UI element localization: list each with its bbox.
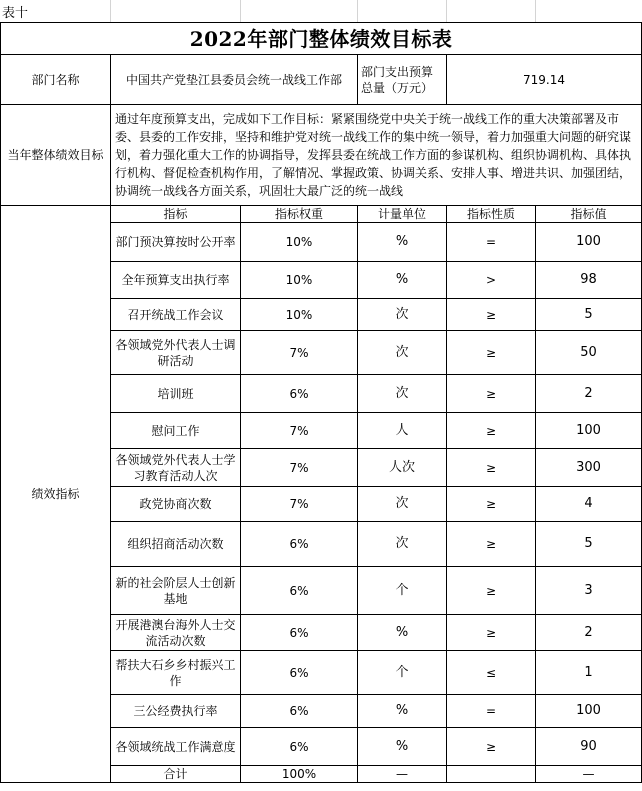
indicator-value: 5 bbox=[536, 522, 642, 567]
indicator-weight: 6% bbox=[241, 651, 358, 695]
header-unit: 计量单位 bbox=[358, 206, 447, 223]
indicator-nature: = bbox=[447, 223, 536, 262]
total-nature bbox=[447, 766, 536, 783]
indicator-value: 98 bbox=[536, 262, 642, 299]
total-unit: — bbox=[358, 766, 447, 783]
indicator-nature: ≥ bbox=[447, 522, 536, 567]
performance-table bbox=[0, 22, 642, 783]
indicator-weight: 6% bbox=[241, 695, 358, 728]
indicator-unit: 个 bbox=[358, 651, 447, 695]
goal-text: 通过年度预算支出，完成如下工作目标：紧紧围绕党中央关于统一战线工作的重大决策部署及市委、县委的工作安排，坚持和维护党对统一战线工作的集中统一领导，着力加强重大问题的研究谋划，着力强化重大工作的协调指导，发挥县委在统战工作方面的参谋机构、组织协调机构、具体执行机构、督促检查机构作用，了解情况、掌握政策、协调关系、安排人事、增进共识、加强团结，协调统一战线各方面关系，巩固壮大最广泛的统一战线 bbox=[111, 105, 642, 206]
indicator-name: 培训班 bbox=[111, 375, 241, 413]
indicator-weight: 6% bbox=[241, 522, 358, 567]
indicator-unit: % bbox=[358, 223, 447, 262]
indicator-nature: ≥ bbox=[447, 487, 536, 522]
indicator-weight: 6% bbox=[241, 567, 358, 615]
indicator-value: 300 bbox=[536, 449, 642, 487]
indicator-nature: ≤ bbox=[447, 651, 536, 695]
indicator-nature: ≥ bbox=[447, 449, 536, 487]
gridline bbox=[446, 0, 447, 22]
indicator-nature: ≥ bbox=[447, 331, 536, 375]
indicator-value: 1 bbox=[536, 651, 642, 695]
indicator-weight: 10% bbox=[241, 223, 358, 262]
indicator-value: 2 bbox=[536, 615, 642, 651]
header-nature: 指标性质 bbox=[447, 206, 536, 223]
indicator-nature: ≥ bbox=[447, 375, 536, 413]
indicator-weight: 7% bbox=[241, 413, 358, 449]
indicator-unit: 次 bbox=[358, 375, 447, 413]
indicator-nature: ≥ bbox=[447, 567, 536, 615]
dept-name-value: 中国共产党垫江县委员会统一战线工作部 bbox=[111, 55, 358, 105]
indicator-name: 组织招商活动次数 bbox=[111, 522, 241, 567]
indicator-unit: 个 bbox=[358, 567, 447, 615]
indicator-weight: 6% bbox=[241, 728, 358, 766]
indicator-value: 90 bbox=[536, 728, 642, 766]
indicator-weight: 6% bbox=[241, 375, 358, 413]
indicator-unit: % bbox=[358, 728, 447, 766]
indicator-unit: 次 bbox=[358, 487, 447, 522]
indicator-name: 部门预决算按时公开率 bbox=[111, 223, 241, 262]
indicator-name: 政党协商次数 bbox=[111, 487, 241, 522]
indicator-name: 开展港澳台海外人士交流活动次数 bbox=[111, 615, 241, 651]
indicator-nature: > bbox=[447, 262, 536, 299]
indicator-nature: ≥ bbox=[447, 728, 536, 766]
indicator-name: 全年预算支出执行率 bbox=[111, 262, 241, 299]
indicator-nature: = bbox=[447, 695, 536, 728]
indicator-weight: 7% bbox=[241, 487, 358, 522]
indicator-value: 4 bbox=[536, 487, 642, 522]
total-weight: 100% bbox=[241, 766, 358, 783]
indicator-unit: % bbox=[358, 695, 447, 728]
indicator-weight: 7% bbox=[241, 331, 358, 375]
gridline bbox=[110, 0, 111, 22]
gridline bbox=[240, 0, 241, 22]
indicator-weight: 7% bbox=[241, 449, 358, 487]
indicator-value: 100 bbox=[536, 695, 642, 728]
indicator-unit: 次 bbox=[358, 299, 447, 331]
indicator-value: 3 bbox=[536, 567, 642, 615]
table-title: 2022年部门整体绩效目标表 bbox=[1, 23, 642, 55]
indicator-weight: 10% bbox=[241, 262, 358, 299]
indicator-unit: % bbox=[358, 262, 447, 299]
indicator-weight: 10% bbox=[241, 299, 358, 331]
indicator-unit: 人次 bbox=[358, 449, 447, 487]
budget-value: 719.14 bbox=[447, 55, 642, 105]
budget-label: 部门支出预算总量（万元） bbox=[358, 55, 447, 105]
gridline bbox=[535, 0, 536, 22]
indicator-name: 各领域党外代表人士学习教育活动人次 bbox=[111, 449, 241, 487]
header-value: 指标值 bbox=[536, 206, 642, 223]
gridline bbox=[357, 0, 358, 22]
indicator-name: 各领域党外代表人士调研活动 bbox=[111, 331, 241, 375]
indicator-unit: 次 bbox=[358, 522, 447, 567]
indicator-nature: ≥ bbox=[447, 299, 536, 331]
indicator-value: 100 bbox=[536, 413, 642, 449]
indicator-weight: 6% bbox=[241, 615, 358, 651]
header-indicator: 指标 bbox=[111, 206, 241, 223]
dept-name-label: 部门名称 bbox=[1, 55, 111, 105]
indicator-name: 三公经费执行率 bbox=[111, 695, 241, 728]
indicator-value: 100 bbox=[536, 223, 642, 262]
indicator-name: 慰问工作 bbox=[111, 413, 241, 449]
indicator-nature: ≥ bbox=[447, 413, 536, 449]
indicator-value: 5 bbox=[536, 299, 642, 331]
indicator-name: 帮扶大石乡乡村振兴工作 bbox=[111, 651, 241, 695]
indicator-name: 各领域统战工作满意度 bbox=[111, 728, 241, 766]
indicator-unit: 次 bbox=[358, 331, 447, 375]
indicator-value: 2 bbox=[536, 375, 642, 413]
indicator-nature: ≥ bbox=[447, 615, 536, 651]
indicator-unit: % bbox=[358, 615, 447, 651]
total-label: 合计 bbox=[111, 766, 241, 783]
indicator-section-label: 绩效指标 bbox=[1, 206, 111, 783]
indicator-value: 50 bbox=[536, 331, 642, 375]
indicator-name: 召开统战工作会议 bbox=[111, 299, 241, 331]
indicator-unit: 人 bbox=[358, 413, 447, 449]
indicator-name: 新的社会阶层人士创新基地 bbox=[111, 567, 241, 615]
total-value: — bbox=[536, 766, 642, 783]
header-weight: 指标权重 bbox=[241, 206, 358, 223]
goal-label: 当年整体绩效目标 bbox=[1, 105, 111, 206]
table-caption: 表十 bbox=[2, 6, 29, 21]
